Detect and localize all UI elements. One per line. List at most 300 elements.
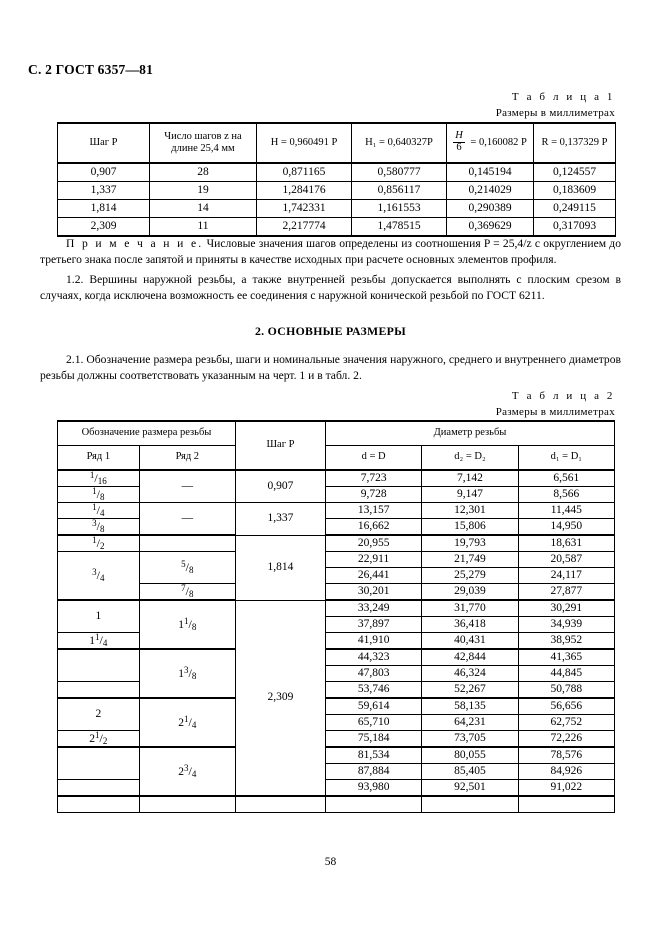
cell-d1-value: 14,950	[550, 519, 583, 532]
table-row-filler	[58, 796, 615, 813]
fraction-value	[178, 715, 196, 730]
table-row	[58, 200, 616, 218]
cell-d2-value: 64,231	[454, 716, 486, 728]
filler-d2	[422, 796, 518, 813]
cell-H6: 0,214029	[468, 183, 512, 196]
cell-d-value: 59,614	[357, 700, 390, 712]
cell-ryad2	[139, 552, 235, 584]
table2-header-d-label: d = D	[361, 451, 386, 463]
table-row	[58, 503, 615, 519]
cell-d2-value: 92,501	[454, 781, 486, 794]
fraction-numerator: 1	[92, 535, 97, 546]
clause-2-1	[40, 352, 621, 383]
cell-d2-value: 42,844	[454, 651, 486, 663]
fraction-slash: /	[99, 730, 103, 745]
fraction-whole: 2	[89, 732, 96, 745]
cell-ryad1	[58, 698, 140, 731]
table1-header-H6-rest: = 0,160082 P	[470, 137, 527, 149]
fraction-value	[92, 519, 104, 534]
cell-d1	[518, 780, 614, 797]
cell-d2	[422, 617, 518, 633]
cell-d-value: 26,441	[357, 568, 390, 581]
cell-d	[326, 552, 422, 568]
cell-d	[326, 747, 422, 764]
table1-header-H	[257, 123, 352, 163]
table2-body	[58, 470, 615, 813]
cell-H: 2,217774	[282, 219, 326, 232]
cell-H6: 0,290389	[468, 201, 512, 214]
cell-d1	[518, 535, 614, 552]
table-2	[57, 420, 615, 813]
fraction-slash: /	[96, 502, 100, 517]
clause-1-2-text: Вершины наружной резьбы, а также внутренней резьбы допускается выполнять с плоским срезом в случаях, когда исключена возможность ее соединения с наружной конической резьбой по ГОСТ 6211.	[40, 273, 621, 302]
cell-d1	[518, 633, 614, 650]
cell-d2	[422, 764, 518, 780]
cell-d1-value: 41,365	[550, 651, 583, 663]
cell-d2	[422, 780, 518, 797]
cell-step-value: 1,337	[267, 512, 294, 525]
cell-ryad1	[58, 503, 140, 519]
cell-d1-value: 38,952	[550, 633, 583, 646]
table-row	[58, 747, 615, 764]
cell-ryad1	[58, 487, 140, 503]
cell-ryad1	[58, 747, 140, 780]
cell-H6: 0,145194	[468, 165, 512, 178]
cell-step: 0,907	[90, 165, 117, 178]
cell-d1	[518, 552, 614, 568]
cell-d1	[518, 698, 614, 715]
cell-H1: 0,580777	[377, 165, 421, 178]
cell-d-value: 44,323	[357, 651, 390, 663]
fraction-denominator: 2	[102, 736, 108, 747]
fraction-slash: /	[96, 535, 100, 550]
cell-d	[326, 682, 422, 699]
page-number: 58	[324, 856, 337, 868]
note-paragraph	[40, 236, 621, 267]
fraction-numerator: 5	[181, 559, 186, 570]
clause-2-1-number: 2.1.	[66, 353, 84, 366]
cell-d2-value: 9,147	[457, 487, 483, 500]
cell-d1-value: 18,631	[550, 536, 583, 549]
cell-H: 1,742331	[282, 201, 326, 214]
fraction-value	[92, 568, 104, 583]
fraction-whole: 2	[95, 708, 102, 720]
fraction-value	[178, 617, 196, 632]
fraction-numerator: 3	[92, 567, 97, 578]
cell-d1	[518, 715, 614, 731]
table1-header-count	[150, 123, 257, 163]
fraction-slash: /	[96, 486, 100, 501]
cell-step-value: 2,309	[267, 691, 294, 704]
fraction-numerator: 1	[95, 730, 100, 741]
cell-d-value: 22,911	[358, 552, 390, 565]
fraction-numerator: 3	[92, 518, 97, 529]
fraction-denominator: 4	[191, 769, 197, 780]
cell-H1: 1,161553	[377, 201, 421, 214]
cell-d2-value: 7,142	[457, 471, 483, 484]
cell-count: 14	[197, 201, 209, 214]
cell-H: 1,284176	[282, 183, 326, 196]
cell-d2-value: 73,705	[454, 732, 486, 744]
cell-d1	[518, 747, 614, 764]
cell-d1-value: 6,561	[553, 471, 580, 484]
cell-d2	[422, 682, 518, 699]
fraction-value	[92, 487, 104, 502]
cell-d2	[422, 487, 518, 503]
cell-d1-value: 30,291	[550, 601, 583, 614]
fraction-slash: /	[99, 632, 103, 647]
cell-d-value: 47,803	[357, 667, 390, 679]
cell-H6: 0,369629	[468, 219, 512, 232]
table-row	[58, 552, 615, 568]
table-row	[58, 470, 615, 487]
table1-header-H1	[352, 123, 447, 163]
fraction-slash: /	[185, 559, 189, 574]
fraction-value	[181, 560, 193, 575]
table1-body	[58, 163, 616, 236]
table-row	[58, 649, 615, 666]
fraction-whole: 1	[178, 667, 185, 680]
fraction-denominator: 8	[191, 622, 197, 633]
cell-d1-value: 34,939	[550, 617, 583, 630]
cell-ryad2-dash: —	[181, 479, 194, 492]
table2-header-ryad2-label: Ряд 2	[175, 451, 200, 463]
fraction-value	[95, 611, 101, 623]
table1-header-R-label: R = 0,137329 P	[541, 136, 608, 148]
cell-ryad2	[139, 649, 235, 698]
cell-d2	[422, 470, 518, 487]
cell-d1	[518, 731, 614, 748]
table-row	[58, 163, 616, 182]
cell-d-value: 16,662	[357, 519, 390, 532]
cell-d1	[518, 617, 614, 633]
table-row	[58, 218, 616, 237]
table1-header-H6	[447, 123, 534, 163]
table2-header-d1	[518, 446, 614, 471]
cell-d	[326, 568, 422, 584]
cell-d2-value: 29,039	[454, 584, 486, 597]
cell-step	[235, 470, 325, 503]
cell-d2	[422, 649, 518, 666]
fraction-value	[89, 633, 107, 648]
section-2-title: 2. ОСНОВНЫЕ РАЗМЕРЫ	[254, 324, 407, 338]
cell-d2	[422, 731, 518, 748]
cell-ryad2	[139, 600, 235, 649]
table-row	[58, 698, 615, 715]
fraction-numerator: 1	[92, 486, 97, 497]
fraction-denominator: 8	[188, 565, 194, 576]
cell-ryad1	[58, 535, 140, 552]
fraction-numerator: 1	[92, 502, 97, 513]
cell-d2	[422, 568, 518, 584]
cell-d	[326, 617, 422, 633]
table-1	[57, 122, 616, 237]
table1-header-count-line2: длине 25,4 мм	[171, 143, 235, 154]
table1-header-H6-fraction	[453, 131, 465, 153]
fraction-value	[89, 731, 107, 746]
filler-d1	[518, 796, 614, 813]
cell-d-value: 30,201	[357, 584, 390, 597]
fraction-denominator: 4	[191, 720, 197, 731]
cell-d	[326, 649, 422, 666]
cell-ryad2	[139, 535, 235, 552]
fraction-denominator: 4	[100, 573, 105, 584]
cell-d1-value: 27,877	[550, 584, 583, 597]
table2-caption-units: Размеры в миллиметрах	[495, 406, 615, 418]
cell-d1	[518, 666, 614, 682]
cell-ryad2	[139, 584, 235, 601]
filler-d	[326, 796, 422, 813]
fraction-slash: /	[188, 763, 192, 778]
cell-ryad1	[58, 470, 140, 487]
clause-2-1-text: Обозначение размера резьбы, шаги и номинальные значения наружного, среднего и внутреннего диаметров резьбы должны соответствовать указанным на черт. 1 и в табл. 2.	[40, 353, 621, 382]
cell-d	[326, 600, 422, 617]
cell-R: 0,183609	[552, 183, 597, 196]
cell-ryad1	[58, 633, 140, 650]
cell-d2	[422, 519, 518, 536]
cell-d1-value: 44,845	[550, 667, 583, 679]
cell-d-value: 53,746	[357, 683, 390, 695]
cell-d-value: 41,910	[357, 633, 390, 646]
fraction-whole: 1	[89, 634, 96, 647]
cell-d-value: 81,534	[357, 749, 390, 762]
fraction-numerator: 3	[184, 763, 189, 774]
fraction-whole: 2	[178, 765, 185, 778]
fraction-whole: 2	[178, 716, 185, 729]
table-row	[58, 584, 615, 601]
table1-caption-label: Т а б л и ц а 1	[511, 91, 615, 103]
cell-ryad1	[58, 519, 140, 536]
fraction-denominator: 4	[100, 508, 105, 519]
cell-step-value: 0,907	[267, 479, 294, 492]
table2-header-step-label: Шаг P	[266, 439, 295, 451]
cell-ryad1	[58, 682, 140, 699]
cell-d2	[422, 584, 518, 601]
cell-ryad1	[58, 552, 140, 601]
cell-d2	[422, 600, 518, 617]
table1-header-H6-denominator: 6	[456, 141, 462, 153]
cell-step: 1,337	[90, 183, 117, 196]
table1-header-H-label: H = 0,960491 P	[270, 136, 338, 148]
cell-d1	[518, 764, 614, 780]
fraction-denominator: 16	[97, 476, 107, 487]
table1-header-row	[58, 123, 616, 163]
cell-d2-value: 52,267	[454, 683, 486, 695]
table2-header-row-2	[58, 446, 615, 471]
table2-header-diameter-label: Диаметр резьбы	[433, 427, 507, 439]
table-row	[58, 182, 616, 200]
cell-R: 0,249115	[553, 201, 596, 214]
table2-header-step	[235, 421, 325, 470]
table2-header-ryad1	[58, 446, 140, 471]
fraction-value	[92, 536, 104, 551]
cell-step	[235, 503, 325, 536]
cell-d	[326, 633, 422, 650]
cell-d2-value: 46,324	[454, 667, 486, 679]
fraction-numerator: 3	[184, 665, 189, 676]
cell-d1-value: 91,022	[550, 781, 583, 794]
filler-step	[235, 796, 325, 813]
filler-ryad2	[139, 796, 235, 813]
cell-d1-value: 72,226	[550, 732, 583, 744]
cell-d1-value: 62,752	[550, 716, 583, 728]
cell-d2-value: 85,405	[454, 765, 486, 778]
cell-d1-value: 50,788	[550, 683, 583, 695]
cell-d2	[422, 633, 518, 650]
cell-d-value: 33,249	[357, 601, 390, 614]
cell-d-value: 7,723	[360, 471, 387, 484]
cell-d1	[518, 600, 614, 617]
fraction-whole: 1	[178, 618, 185, 631]
cell-d	[326, 698, 422, 715]
cell-d-value: 20,955	[357, 536, 390, 549]
fraction-numerator: 7	[181, 583, 186, 594]
cell-d1	[518, 649, 614, 666]
cell-d2	[422, 698, 518, 715]
cell-d-value: 87,884	[357, 765, 390, 778]
table2-header-row-1	[58, 421, 615, 446]
table2-header-d	[326, 446, 422, 471]
fraction-slash: /	[188, 714, 192, 729]
table1-head	[58, 123, 616, 163]
table2-header-designation-group	[58, 421, 236, 446]
fraction-denominator: 8	[188, 589, 194, 600]
fraction-slash: /	[96, 518, 100, 533]
fraction-value	[90, 471, 107, 486]
table2-container	[57, 420, 615, 813]
cell-R: 0,124557	[552, 165, 597, 178]
cell-ryad2	[139, 698, 235, 747]
cell-d	[326, 764, 422, 780]
cell-d2-value: 25,279	[454, 568, 486, 581]
cell-d2-value: 40,431	[454, 633, 486, 646]
fraction-value	[92, 503, 104, 518]
fraction-slash: /	[94, 470, 98, 485]
fraction-denominator: 8	[191, 671, 197, 682]
fraction-denominator: 4	[102, 638, 108, 649]
fraction-slash: /	[188, 665, 192, 680]
fraction-value	[178, 764, 196, 779]
cell-d	[326, 519, 422, 536]
fraction-numerator: 1	[184, 714, 189, 725]
cell-d	[326, 731, 422, 748]
cell-d1-value: 78,576	[550, 749, 583, 762]
cell-d	[326, 487, 422, 503]
cell-d	[326, 715, 422, 731]
cell-H1: 0,856117	[377, 183, 421, 196]
cell-ryad2	[139, 470, 235, 503]
note-label: П р и м е ч а н и е.	[66, 237, 204, 250]
clause-1-2-number: 1.2.	[66, 273, 84, 286]
cell-ryad2-dash: —	[181, 511, 194, 524]
table2-header-ryad2	[139, 446, 235, 471]
cell-d	[326, 666, 422, 682]
cell-d1	[518, 487, 614, 503]
cell-count: 28	[197, 165, 209, 178]
cell-count: 19	[197, 183, 209, 196]
fraction-slash: /	[185, 583, 189, 598]
cell-H1: 1,478515	[377, 219, 421, 232]
cell-d2-value: 58,135	[454, 700, 486, 712]
cell-d	[326, 584, 422, 601]
table1-header-count-line1: Число шагов z на	[164, 130, 242, 142]
cell-d2-value: 36,418	[454, 617, 486, 630]
cell-step	[235, 535, 325, 600]
cell-d2	[422, 715, 518, 731]
table1-header-H6-numerator: H	[455, 130, 463, 141]
fraction-slash: /	[188, 616, 192, 631]
table-row	[58, 600, 615, 617]
table2-header-diameter-group	[326, 421, 615, 446]
fraction-slash: /	[96, 567, 100, 582]
cell-d1-value: 8,566	[553, 487, 580, 500]
cell-step-value: 1,814	[267, 560, 294, 573]
fraction-denominator: 8	[100, 524, 105, 535]
filler-ryad1	[58, 796, 140, 813]
fraction-numerator: 1	[95, 632, 100, 643]
cell-d	[326, 780, 422, 797]
cell-d1	[518, 519, 614, 536]
cell-ryad1	[58, 731, 140, 748]
cell-d1-value: 56,656	[550, 700, 583, 712]
table2-header-designation-label: Обозначение размера резьбы	[81, 427, 212, 439]
cell-ryad1	[58, 649, 140, 682]
cell-d-value: 9,728	[360, 487, 387, 500]
cell-d2	[422, 503, 518, 519]
cell-d1-value: 84,926	[550, 765, 583, 778]
fraction-numerator: 1	[89, 470, 95, 480]
cell-ryad1	[58, 780, 140, 797]
cell-d1	[518, 568, 614, 584]
cell-d	[326, 503, 422, 519]
fraction-denominator: 8	[100, 492, 105, 503]
table1-caption-units: Размеры в миллиметрах	[495, 107, 615, 119]
page-header: С. 2 ГОСТ 6357—81	[28, 62, 154, 77]
cell-d-value: 93,980	[357, 781, 390, 794]
cell-d1-value: 20,587	[550, 552, 583, 565]
cell-d2	[422, 666, 518, 682]
cell-d1-value: 24,117	[550, 568, 582, 581]
cell-d-value: 13,157	[357, 503, 390, 516]
cell-d1	[518, 584, 614, 601]
cell-d2-value: 15,806	[454, 519, 486, 532]
cell-d2-value: 12,301	[454, 503, 486, 516]
table1-header-step-label: Шаг P	[89, 136, 118, 148]
table1-header-R	[534, 123, 616, 163]
table1-container	[57, 122, 615, 237]
cell-R: 0,317093	[552, 219, 597, 232]
cell-ryad1	[58, 600, 140, 633]
cell-d2	[422, 747, 518, 764]
cell-d2-value: 31,770	[454, 601, 486, 614]
table1-caption	[496, 90, 615, 121]
cell-d1	[518, 470, 614, 487]
table2-header-ryad1-label: Ряд 1	[86, 451, 111, 463]
table2-header-d2-label: d₂ = D₂	[454, 451, 486, 463]
cell-d	[326, 470, 422, 487]
cell-H: 0,871165	[282, 165, 326, 178]
cell-step: 1,814	[90, 201, 117, 214]
cell-d-value: 65,710	[357, 716, 390, 728]
cell-d1	[518, 503, 614, 519]
cell-d	[326, 535, 422, 552]
cell-d2	[422, 552, 518, 568]
cell-ryad2	[139, 747, 235, 796]
table-row	[58, 535, 615, 552]
fraction-whole: 1	[95, 609, 102, 622]
fraction-denominator: 2	[100, 541, 105, 552]
cell-step	[235, 600, 325, 796]
